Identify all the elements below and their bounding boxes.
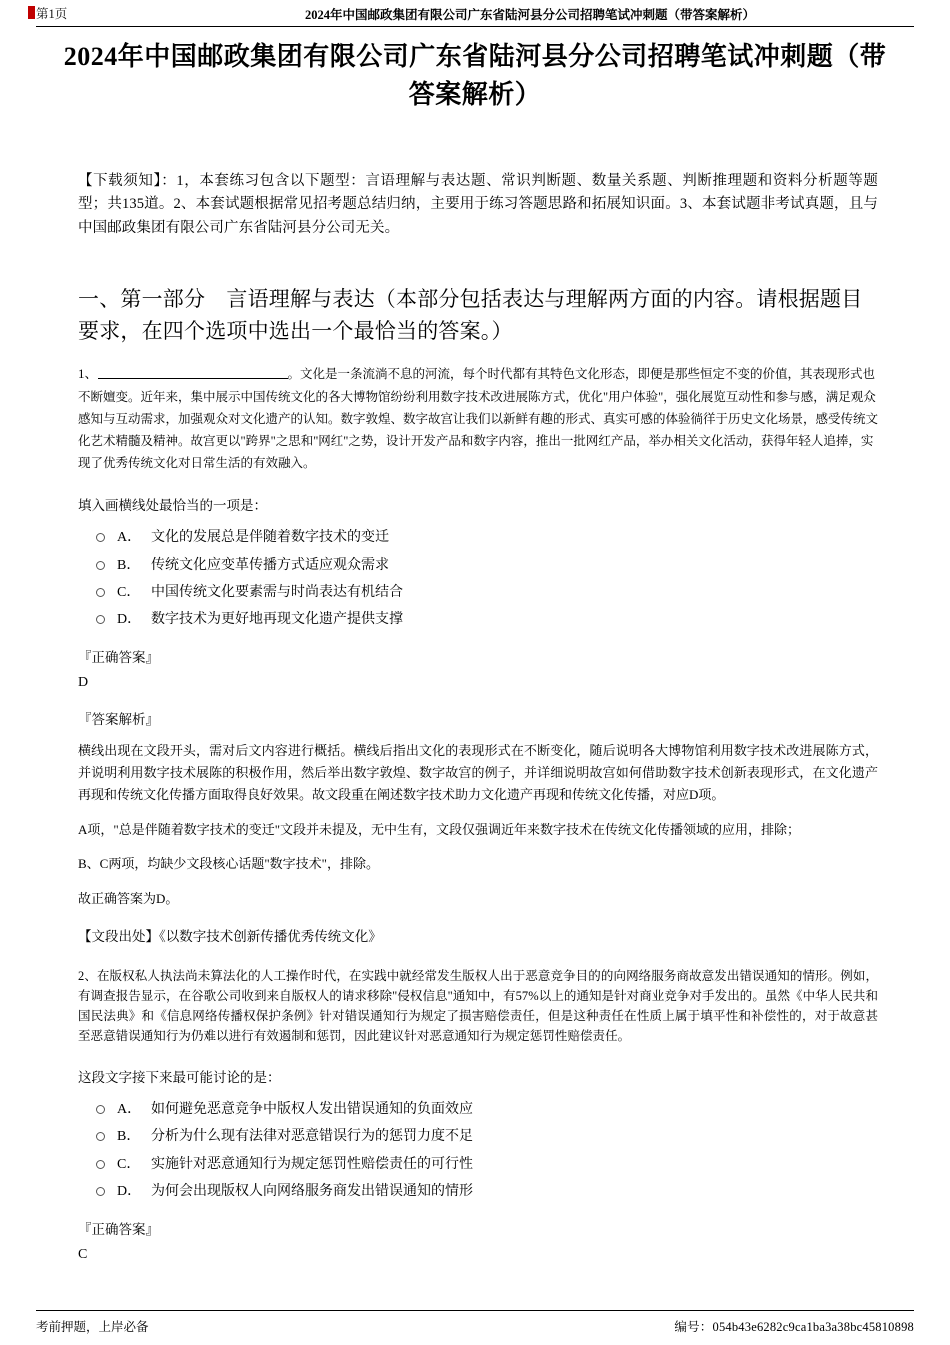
question-2-number: 2、 (78, 968, 97, 983)
question-2-passage (78, 966, 878, 1047)
footer-serial-value: 054b43e6282c9ca1ba3a38bc45810898 (712, 1320, 914, 1334)
option-label: C． (117, 584, 141, 600)
option-label: B． (117, 557, 141, 573)
option-row[interactable] (96, 552, 878, 579)
option-text: 实施针对恶意通知行为规定惩罚性赔偿责任的可行性 (151, 1156, 473, 1172)
header-divider (36, 26, 914, 27)
analysis-paragraph: A项，"总是伴随着数字技术的变迁"文段并未提及，无中生有，文段仅强调近年来数字技术在传统文化传播领域的应用，排除； (78, 821, 801, 837)
analysis-paragraph: B、C两项，均缺少文段核心话题"数字技术"，排除。 (78, 856, 379, 872)
option-text: 分析为什么现有法律对恶意错误行为的惩罚力度不足 (151, 1129, 473, 1145)
option-text: 中国传统文化要素需与时尚表达有机结合 (151, 584, 403, 600)
question-1-number: 1、 (78, 366, 98, 382)
option-label: A． (117, 1102, 142, 1118)
question-2-answer-head: 『正确答案』 (78, 1222, 159, 1238)
radio-icon[interactable] (96, 1187, 105, 1196)
question-2-stem: 这段文字接下来最可能讨论的是： (78, 1069, 281, 1085)
section-heading: 一、第一部分 言语理解与表达（本部分包括表达与理解两方面的内容。请根据题目要求，在四个选项中选出一个最恰当的答案。） (78, 287, 863, 343)
fill-in-blank (98, 367, 288, 379)
question-1-passage: 。文化是一条流淌不息的河流，每个时代都有其特色文化形态，即便是那些恒定不变的价值，其表现形式也不断嬗变。近年来，集中展示中国传统文化的各大博物馆纷纷利用数字技术改进展陈方式，优化"用户体验"，强化展览互动性和参与感，满足观众感知与互动需求，加强观众对文化遗产的认知。数字敦煌、数字故宫让我们以新鲜有趣的形式、真实可感的体验徜徉于历史文化场景，感受传统文化艺术精髓及精神。故宫更以"跨界"之思和"网红"之势，设计开发产品和数字内容，推出一批网红产品，举办相关文化活动，获得年轻人追捧，实现了优秀传统文化对日常生活的有效融入。 (78, 367, 879, 471)
question-2-options (96, 1096, 878, 1205)
option-text: 为何会出现版权人向网络服务商发出错误通知的情形 (151, 1183, 473, 1199)
option-row[interactable] (96, 1096, 878, 1123)
option-text: 如何避免恶意竞争中版权人发出错误通知的负面效应 (151, 1102, 473, 1118)
question-2-text: 在版权私人执法尚未算法化的人工操作时代，在实践中就经常发生版权人出于恶意竞争目的的向网络服务商故意发出错误通知的情形。例如，有调查报告显示，在谷歌公司收到来自版权人的请求移除"侵权信息"通知中，有57%以上的通知是针对商业竞争对手发出的。虽然《中华人民共和国民法典》和《信息网络传播权保护条例》针对错误通知行为规定了损害赔偿责任，但是这种责任在性质上属于填平性和补偿性的，对于故意甚至恶意错误通知行为仍难以进行有效遏制和惩罚，因此建议针对恶意通知行为规定惩罚性赔偿责任。 (78, 968, 878, 1044)
radio-icon[interactable] (96, 533, 105, 542)
question-1-source: 【文段出处】《以数字技术创新传播优秀传统文化》 (78, 928, 382, 944)
option-label: B． (117, 1129, 141, 1145)
option-text: 传统文化应变革传播方式适应观众需求 (151, 557, 389, 573)
option-text: 数字技术为更好地再现文化遗产提供支撑 (151, 612, 403, 628)
radio-icon[interactable] (96, 1160, 105, 1169)
radio-icon[interactable] (96, 1132, 105, 1141)
page-footer (36, 1317, 914, 1335)
option-label: C． (117, 1156, 141, 1172)
question-1-number-line (78, 363, 878, 474)
option-label: D． (117, 1183, 142, 1199)
page-header (0, 0, 950, 26)
radio-icon[interactable] (96, 561, 105, 570)
page-number: 第1页 (36, 7, 68, 21)
radio-icon[interactable] (96, 1105, 105, 1114)
footer-slogan: 考前押题，上岸必备 (36, 1320, 149, 1334)
download-notice: 【下载须知】：1，本套练习包含以下题型：言语理解与表达题、常识判断题、数量关系题、判断推理题和资料分析题等题型；共135道。2、本套试题根据常见招考题总结归纳，主要用于练习答题思路和拓展知识面。3、本套试题非考试真题，且与中国邮政集团有限公司广东省陆河县分公司无关。 (78, 173, 878, 236)
option-row[interactable] (96, 1123, 878, 1150)
radio-icon[interactable] (96, 615, 105, 624)
footer-divider (36, 1310, 914, 1311)
analysis-paragraph: 横线出现在文段开头，需对后文内容进行概括。横线后指出文化的表现形式在不断变化，随后说明各大博物馆利用数字技术改进展陈方式，并说明利用数字技术展陈的积极作用，然后举出数字敦煌、数字故宫的例子，并详细说明故宫如何借助数字技术创新表现形式，在文化遗产再现和传统文化传播方面取得良好效果。故文段重在阐述数字技术助力文化遗产再现和传统文化传播，对应D项。 (78, 742, 878, 803)
question-2-answer: C (78, 1247, 88, 1263)
question-1-analysis-head: 『答案解析』 (78, 711, 159, 727)
analysis-paragraph: 故正确答案为D。 (78, 890, 179, 906)
radio-icon[interactable] (96, 588, 105, 597)
running-title: 2024年中国邮政集团有限公司广东省陆河县分公司招聘笔试冲刺题（带答案解析） (304, 8, 755, 22)
question-1-answer-head: 『正确答案』 (78, 650, 159, 666)
option-row[interactable] (96, 1151, 878, 1178)
footer-serial-label: 编号： (674, 1320, 713, 1334)
footer-serial (674, 1317, 914, 1335)
option-row[interactable] (96, 579, 878, 606)
option-label: D． (117, 612, 142, 628)
question-1-stem: 填入画横线处最恰当的一项是： (78, 497, 267, 513)
option-label: A． (117, 530, 142, 546)
question-1-answer: D (78, 675, 89, 691)
option-text: 文化的发展总是伴随着数字技术的变迁 (151, 530, 389, 546)
page-title: 2024年中国邮政集团有限公司广东省陆河县分公司招聘笔试冲刺题（带答案解析） (63, 42, 887, 109)
option-row[interactable] (96, 1178, 878, 1205)
document-body (78, 170, 878, 1267)
question-1-options (96, 524, 878, 633)
option-row[interactable] (96, 606, 878, 633)
option-row[interactable] (96, 524, 878, 551)
